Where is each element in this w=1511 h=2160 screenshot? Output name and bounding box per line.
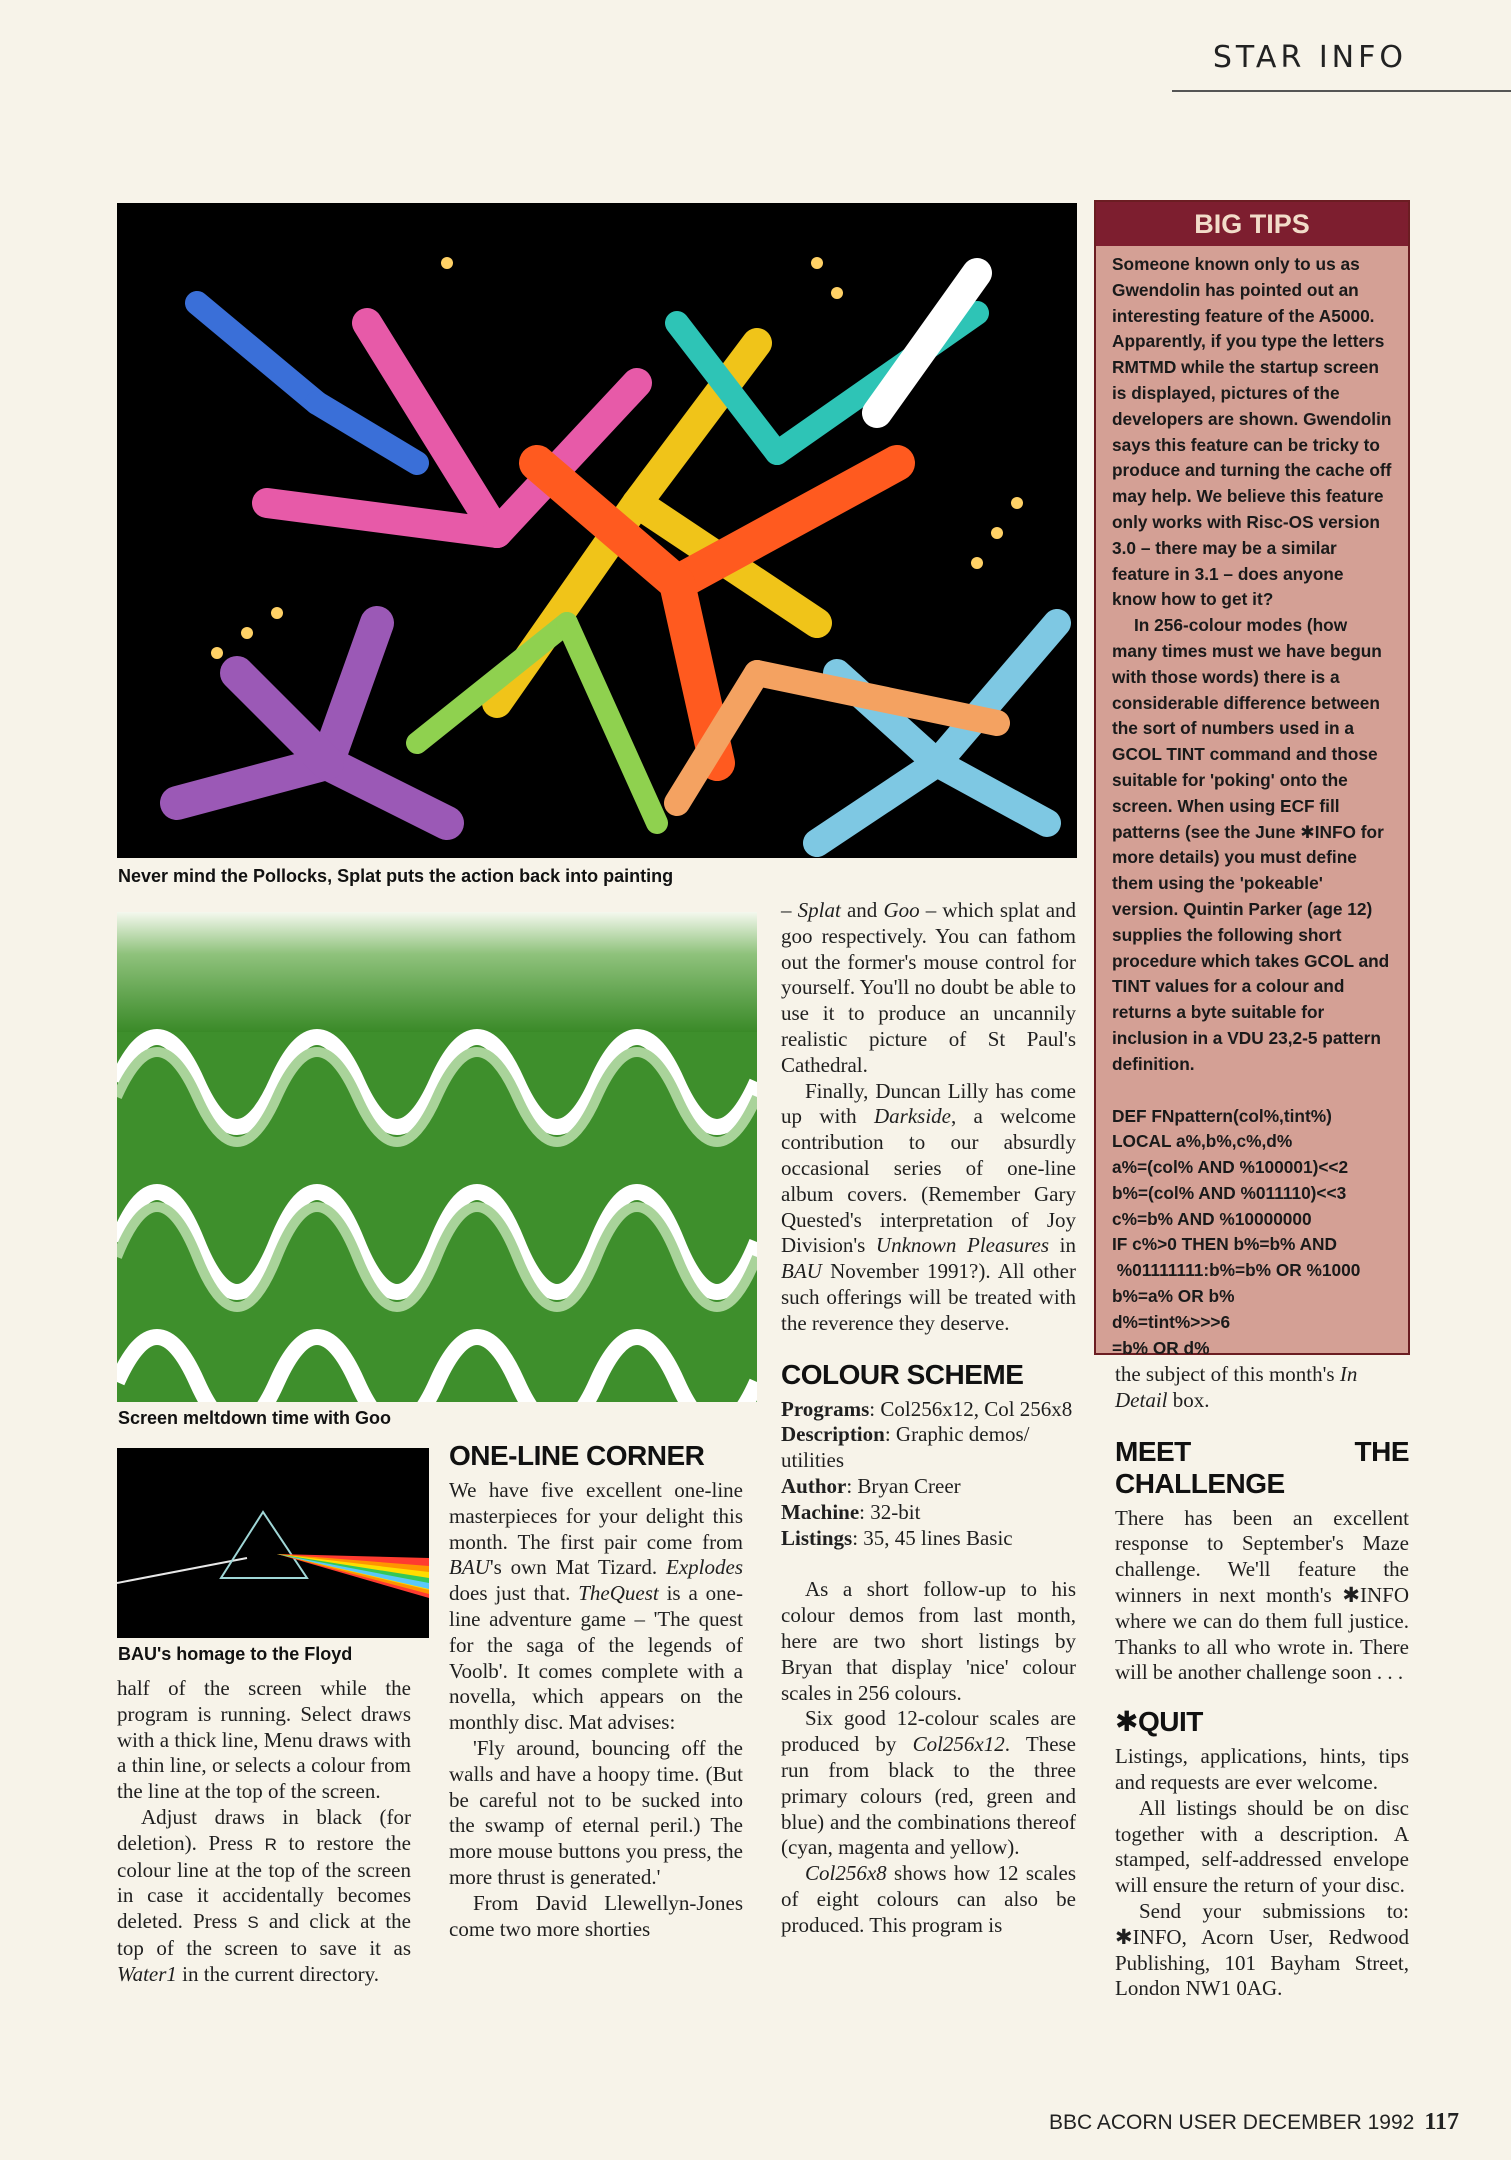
col2-paragraph-1: We have five excellent one-line masterpieces for your delight this month. The first pair come from BAU's own Mat Tizard. Explodes does just that. TheQuest is a one-line adventure game – 'The quest for the saga of the legends of Voolb'. It comes complete with a novella, which appears on the monthly disc. Mat advises: <box>449 1478 743 1735</box>
colour-scheme-heading: COLOUR SCHEME <box>781 1358 1024 1390</box>
col1-paragraph-1: half of the screen while the program is running. Select draws with a thick line, Menu draws with a thin line, or selects a colour from the line at the top of the screen. <box>117 1676 411 1804</box>
column-2 <box>449 1440 743 1942</box>
splat-artwork <box>117 203 1077 858</box>
meet-the-challenge-heading: MEET THE CHALLENGE <box>1115 1435 1409 1499</box>
tips-code-listing: DEF FNpattern(col%,tint%) LOCAL a%,b%,c%,d% a%=(col% AND %100001)<<2 b%=(col% AND %011110)<<3 c%=b% AND %10000000 IF c%>0 THEN b%=b% AND %01111111:b%=b% OR %1000 b%=a% OR b% d%=tint%>>>6 =b% OR d% <box>1112 1105 1361 1358</box>
column-1 <box>117 1676 411 1988</box>
programs-field: Programs: Col256x12, Col 256x8 <box>781 1396 1073 1421</box>
one-line-corner-heading: ONE-LINE CORNER <box>449 1440 705 1471</box>
col3-paragraph-5: Col256x8 shows how 12 scales of eight colours can also be produced. This program is <box>781 1861 1076 1937</box>
col2-paragraph-2: 'Fly around, bouncing off the walls and have a hoopy time. (But be careful not to be sucked into the swamp of eternal peril.) The more mouse buttons you press, the more thrust is generated.' <box>449 1735 743 1889</box>
col3-paragraph-2: Finally, Duncan Lilly has come up with Darkside, a welcome contribution to our absurdly occasional series of one-line album covers. (Remember Gary Quested's interpretation of Joy Division's Unknown Pleasures in BAU November 1991?). All other such offerings will be treated with the reverence they deserve. <box>781 1078 1076 1335</box>
page-footer <box>1049 2109 1459 2136</box>
col1-paragraph-2: Adjust draws in black (for deletion). Press R to restore the colour line at the top of the screen in case it accidentally becomes deleted. Press S and click at the top of the screen to save it as Water1 in the current directory. <box>117 1804 411 1986</box>
prism-artwork <box>117 1448 429 1638</box>
publication-line: BBC ACORN USER DECEMBER 1992 <box>1049 2111 1415 2134</box>
splat-caption: Never mind the Pollocks, Splat puts the action back into painting <box>118 866 674 886</box>
goo-artwork <box>117 912 757 1402</box>
tips-paragraph-1: Someone known only to us as Gwendolin has pointed out an interesting feature of the A5000. Apparently, if you type the letters RMTMD while the startup screen is displayed, pictures of the developers are shown. Gwendolin says this feature can be tricky to produce and turning the cache off may help. We believe this feature only works with Risc-OS version 3.0 – there may be a similar feature in 3.1 – does anyone know how to get it? <box>1112 254 1392 610</box>
floyd-caption: BAU's homage to the Floyd <box>118 1644 353 1664</box>
column-4 <box>1115 1362 1409 2002</box>
floyd-screenshot <box>117 1448 429 1638</box>
col4-paragraph-2: There has been an excellent response to September's Maze challenge. We'll feature the winners in next month's ✱INFO where we can do them full justice. Thanks to all who wrote in. There will be another challenge soon . . . <box>1115 1505 1409 1685</box>
goo-screenshot <box>117 912 757 1402</box>
quit-heading: ✱QUIT <box>1115 1706 1203 1738</box>
big-tips-box <box>1094 200 1410 1358</box>
col4-paragraph-1: the subject of this month's In Detail box. <box>1115 1362 1358 1412</box>
col4-paragraph-4: All listings should be on disc together with a description. A stamped, self-addressed envelope will ensure the return of your disc. <box>1115 1795 1409 1898</box>
column-3 <box>781 898 1076 1938</box>
section-label: STAR INFO <box>1212 40 1407 75</box>
splat-screenshot <box>117 203 1077 858</box>
header-rule <box>1172 90 1511 92</box>
col2-paragraph-3: From David Llewellyn-Jones come two more shorties <box>449 1890 743 1941</box>
col4-paragraph-5: Send your submissions to: ✱INFO, Acorn User, Redwood Publishing, 101 Bayham Street, London NW1 0AG. <box>1115 1898 1409 2001</box>
big-tips-title: BIG TIPS <box>1096 202 1408 246</box>
description-field: Description: Graphic demos/ utilities <box>781 1422 1030 1473</box>
col4-paragraph-3: Listings, applications, hints, tips and requests are ever welcome. <box>1115 1744 1409 1794</box>
tips-paragraph-2: In 256-colour modes (how many times must we have begun with those words) there is a considerable difference between the sort of numbers used in a GCOL TINT command and those suitable for 'poking' onto the screen. When using ECF fill patterns (see the June ✱INFO for more details) you must define them using the 'pokeable' version. Quintin Parker (age 12) supplies the following short procedure which takes GCOL and TINT values for a colour and returns a byte suitable for inclusion in a VDU 23,2-5 pattern definition. <box>1112 615 1390 1074</box>
listings-field: Listings: 35, 45 lines Basic <box>781 1525 1013 1550</box>
machine-field: Machine: 32-bit <box>781 1499 921 1524</box>
author-field: Author: Bryan Creer <box>781 1473 961 1498</box>
col3-paragraph-4: Six good 12-colour scales are produced by Col256x12. These run from black to the three primary colours (red, green and blue) and the combinations thereof (cyan, magenta and yellow). <box>781 1706 1077 1860</box>
page-number: 117 <box>1424 2109 1459 2135</box>
col3-paragraph-3: As a short follow-up to his colour demos from last month, here are two short listings by Bryan that display 'nice' colour scales in 256 colours. <box>781 1577 1076 1705</box>
key-r: R <box>264 1834 277 1854</box>
key-s: S <box>247 1913 259 1933</box>
col3-paragraph-1: – Splat and Goo – which splat and goo respectively. You can fathom out the former's mouse control for yourself. You'll no doubt be able to use it to produce an uncannily realistic picture of St Paul's Cathedral. <box>781 898 1077 1077</box>
goo-caption: Screen meltdown time with Goo <box>118 1408 392 1428</box>
